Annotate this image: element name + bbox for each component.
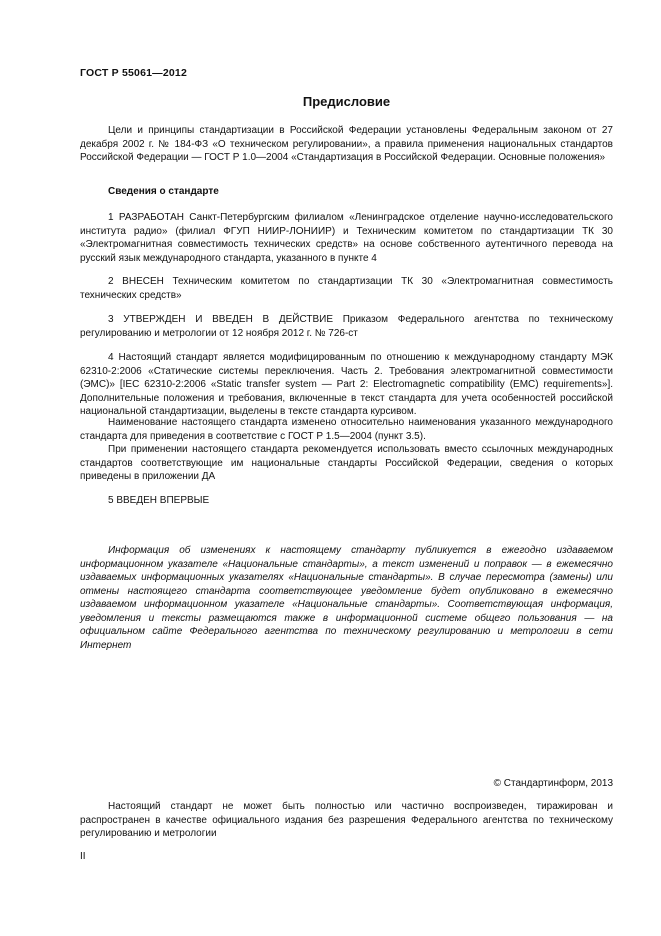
item-5: 5 ВВЕДЕН ВПЕРВЫЕ <box>108 495 210 506</box>
changes-notice: Информация об изменениях к настоящему стандарту публикуется в ежегодно издаваемом информационном указателе «Национальные стандарты», а текст изменений и поправок — в ежемесячно издаваемых информационных указателях «Национальные стандарты». В случае пересмотра (замены) или отмены настоящего стандарта соответствующее уведомление будет опубликовано в ежемесячно издаваемом информационном указателе «Национальные стандарты». Соответствующая информация, уведомления и тексты размещаются также в информационной системе общего пользования — на официальном сайте Федерального агентства по техническому регулированию и метрологии в сети Интернет <box>80 545 613 651</box>
item-1: 1 РАЗРАБОТАН Санкт-Петербургским филиалом «Ленинградское отделение научно-исследовательского института радио» (филиал ФГУП НИИР-ЛОНИИР) и Техническим комитетом по стандартизации ТК 30 «Электромагнитная совместимость технических средств» на основе собственного аутентичного перевода на русский язык международного стандарта, указанного в пункте 4 <box>80 212 613 264</box>
section-heading: Сведения о стандарте <box>108 186 219 197</box>
page-number: II <box>80 851 86 862</box>
item-4: 4 Настоящий стандарт является модифицированным по отношению к международному стандарту МЭК 62310-2:2006 «Статические системы переключения. Часть 2. Требования электромагнитной совместимости (ЭМС)» [IEC 62310-2:2006 «Static transfer system — Part 2: Electromagnetic compatibility (EMC) requirements»]. Дополнительные положения и требования, включенные в текст стандарта для учета особенностей российской национальной стандартизации, выделены в тексте стандарта курсивом. <box>80 352 613 417</box>
item-2: 2 ВНЕСЕН Техническим комитетом по стандартизации ТК 30 «Электромагнитная совместимость технических средств» <box>80 276 613 301</box>
item-4-reference-note: При применении настоящего стандарта рекомендуется использовать вместо ссылочных международных стандартов соответствующие им национальные стандарты Российской Федерации, сведения о которых приведены в приложении ДА <box>80 444 613 482</box>
item-4-name-note: Наименование настоящего стандарта изменено относительно наименования указанного международного стандарта для приведения в соответствие с ГОСТ Р 1.5—2004 (пункт 3.5). <box>80 417 613 442</box>
reproduction-notice: Настоящий стандарт не может быть полностью или частично воспроизведен, тиражирован и распространен в качестве официального издания без разрешения Федерального агентства по техническому регулированию и метрологии <box>80 801 613 839</box>
item-3: 3 УТВЕРЖДЕН И ВВЕДЕН В ДЕЙСТВИЕ Приказом Федерального агентства по техническому регулированию и метрологии от 12 ноября 2012 г. № 726-ст <box>80 314 613 339</box>
page-title: Предисловие <box>302 94 391 109</box>
copyright: © Стандартинформ, 2013 <box>493 778 613 789</box>
intro-paragraph: Цели и принципы стандартизации в Российской Федерации установлены Федеральным законом от 27 декабря 2002 г. № 184-ФЗ «О техническом регулировании», а правила применения национальных стандартов Российской Федерации — ГОСТ Р 1.0—2004 «Стандартизация в Российской Федерации. Основные положения» <box>80 125 613 163</box>
standard-code: ГОСТ Р 55061—2012 <box>80 67 188 79</box>
